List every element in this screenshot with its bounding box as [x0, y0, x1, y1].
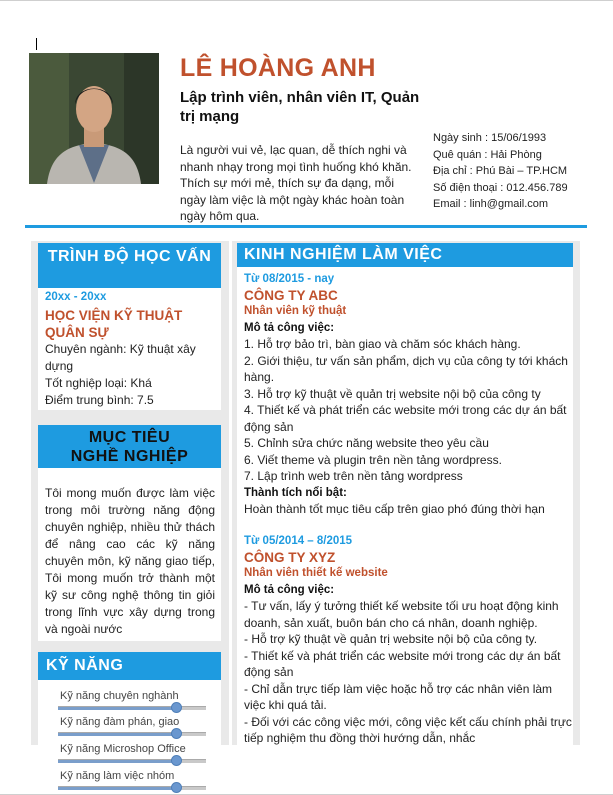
candidate-role: Lập trình viên, nhân viên IT, Quản trị mạng: [180, 89, 420, 125]
job-task: 7. Lập trình web trên nền tảng wordpress: [244, 469, 463, 483]
job-task: - Đối với các công việc mới, công việc kết cấu chính phải trực tiếp nghiệm thu đồng thời hướng dẫn, nhắc: [244, 714, 572, 745]
job-task: - Hỗ trợ kỹ thuật về quản trị website nội bộ của công ty.: [244, 632, 538, 646]
education-years: 20xx - 20xx: [45, 291, 107, 303]
skill-label: Kỹ năng chuyên nghành: [60, 690, 179, 702]
skill-item: [58, 690, 218, 714]
job-task: 4. Thiết kế và phát triển các website mới trong các dự án bất động sản: [244, 403, 567, 434]
education-heading: TRÌNH ĐỘ HỌC VẤN: [38, 243, 221, 288]
skill-slider-fill: [58, 733, 176, 736]
skill-item: [58, 716, 218, 740]
contact-phone: Số điện thoại : 012.456.789: [433, 181, 568, 194]
skill-item: [58, 770, 218, 794]
job-company: CÔNG TY ABC: [244, 288, 338, 303]
skill-item: [58, 743, 218, 767]
job-task: 5. Chỉnh sửa chức năng website theo yêu cầu: [244, 436, 489, 450]
job-company: CÔNG TY XYZ: [244, 550, 336, 565]
education-grade: Tốt nghiệp loại: Khá: [45, 376, 152, 390]
skill-slider-fill: [58, 787, 176, 790]
education-major: Chuyên ngành: Kỹ thuật xây dựng: [45, 342, 196, 373]
page-top-border: [0, 0, 613, 1]
skill-slider[interactable]: [58, 706, 206, 710]
skill-label: Kỹ năng đàm phán, giao: [60, 716, 180, 728]
contact-hometown: Quê quán : Hải Phòng: [433, 148, 542, 161]
skill-label: Kỹ năng làm việc nhóm: [60, 770, 175, 782]
contact-email: Email : linh@gmail.com: [433, 198, 549, 210]
skill-slider-handle[interactable]: [171, 728, 182, 739]
objective-heading: [38, 425, 221, 468]
objective-heading-line-1: MỤC TIÊU: [88, 429, 171, 446]
education-gpa: Điểm trung bình: 7.5: [45, 393, 154, 407]
job-task: - Tư vấn, lấy ý tưởng thiết kế website tối ưu hoạt động kinh doanh, sản xuất, buôn bán cho cá nhân, doanh nghiệp.: [244, 599, 559, 630]
job-period: Từ 05/2014 – 8/2015: [244, 535, 353, 547]
skill-label: Kỹ năng Microshop Office: [60, 743, 186, 755]
job-task: 2. Giới thiệu, tư vấn sản phẩm, dịch vụ của công ty tới khách hàng.: [244, 353, 568, 384]
candidate-intro: Là người vui vẻ, lạc quan, dễ thích nghi và nhanh nhạy trong mọi tình huống khó khăn. Thích sự mới mẻ, thích sự đa dạng, mỗi ngày làm việc là một ngày khác hoàn toàn ngày hôm qua.: [180, 143, 412, 223]
job-position: Nhân viên thiết kế website: [244, 567, 388, 579]
job-entry: [244, 272, 574, 517]
skill-slider[interactable]: [58, 759, 206, 763]
job-position: Nhân viên kỹ thuật: [244, 305, 347, 317]
candidate-name: LÊ HOÀNG ANH: [180, 54, 376, 82]
skills-heading: KỸ NĂNG: [38, 652, 221, 680]
skill-slider-fill: [58, 707, 176, 710]
contact-birth: Ngày sinh : 15/06/1993: [433, 132, 547, 144]
header-divider: [25, 225, 587, 228]
job-task: 1. Hỗ trợ bảo trì, bàn giao và chăm sóc khách hàng.: [244, 337, 521, 351]
contact-info: [433, 130, 568, 213]
job-entry: [244, 534, 574, 747]
contact-address: Địa chỉ : Phú Bài – TP.HCM: [433, 165, 568, 177]
job-task: - Chỉ dẫn trực tiếp làm việc hoặc hỗ trợ các nhân viên làm việc khi quá tải.: [244, 681, 553, 712]
skill-slider-handle[interactable]: [171, 782, 182, 793]
skill-slider-fill: [58, 760, 176, 763]
job-description-label: Mô tả công việc:: [244, 322, 335, 334]
skill-slider[interactable]: [58, 732, 206, 736]
objective-text: Tôi mong muốn được làm việc trong môi trường năng động chuyên nghiệp, nhiều thử thách để nâng cao các kỹ năng chuyên môn, kỹ năng giao tiếp, Tôi mong muốn trở thành một kỹ sư công nghệ thông tin giỏi trong lĩnh vực xây dựng trong và ngoài nước: [45, 486, 215, 636]
text-cursor: [36, 38, 37, 50]
job-achievement: Hoàn thành tốt mục tiêu cấp trên giao phó đúng thời hạn: [244, 501, 545, 516]
skill-slider-handle[interactable]: [171, 702, 182, 713]
job-period: Từ 08/2015 - nay: [244, 273, 335, 285]
education-school: HỌC VIỆN KỸ THUẬT QUÂN SỰ: [45, 308, 183, 340]
person-portrait-icon: [29, 53, 159, 184]
skill-slider[interactable]: [58, 786, 206, 790]
profile-photo[interactable]: [29, 53, 159, 184]
skill-slider-handle[interactable]: [171, 755, 182, 766]
job-task: - Thiết kế và phát triển các website mới trong các dự án bất động sản: [244, 648, 561, 679]
job-description-label: Mô tả công việc:: [244, 584, 335, 596]
job-task: 6. Viết theme và plugin trên nền tảng wordpress.: [244, 452, 502, 467]
job-achievement-label: Thành tích nổi bật:: [244, 486, 347, 499]
objective-heading-line-2: NGHỀ NGHIỆP: [70, 448, 189, 465]
education-details: [45, 341, 215, 409]
experience-heading: KINH NGHIỆM LÀM VIỆC: [237, 243, 573, 267]
job-task: 3. Hỗ trợ kỹ thuật về quản trị website nội bộ của công ty: [244, 386, 541, 401]
